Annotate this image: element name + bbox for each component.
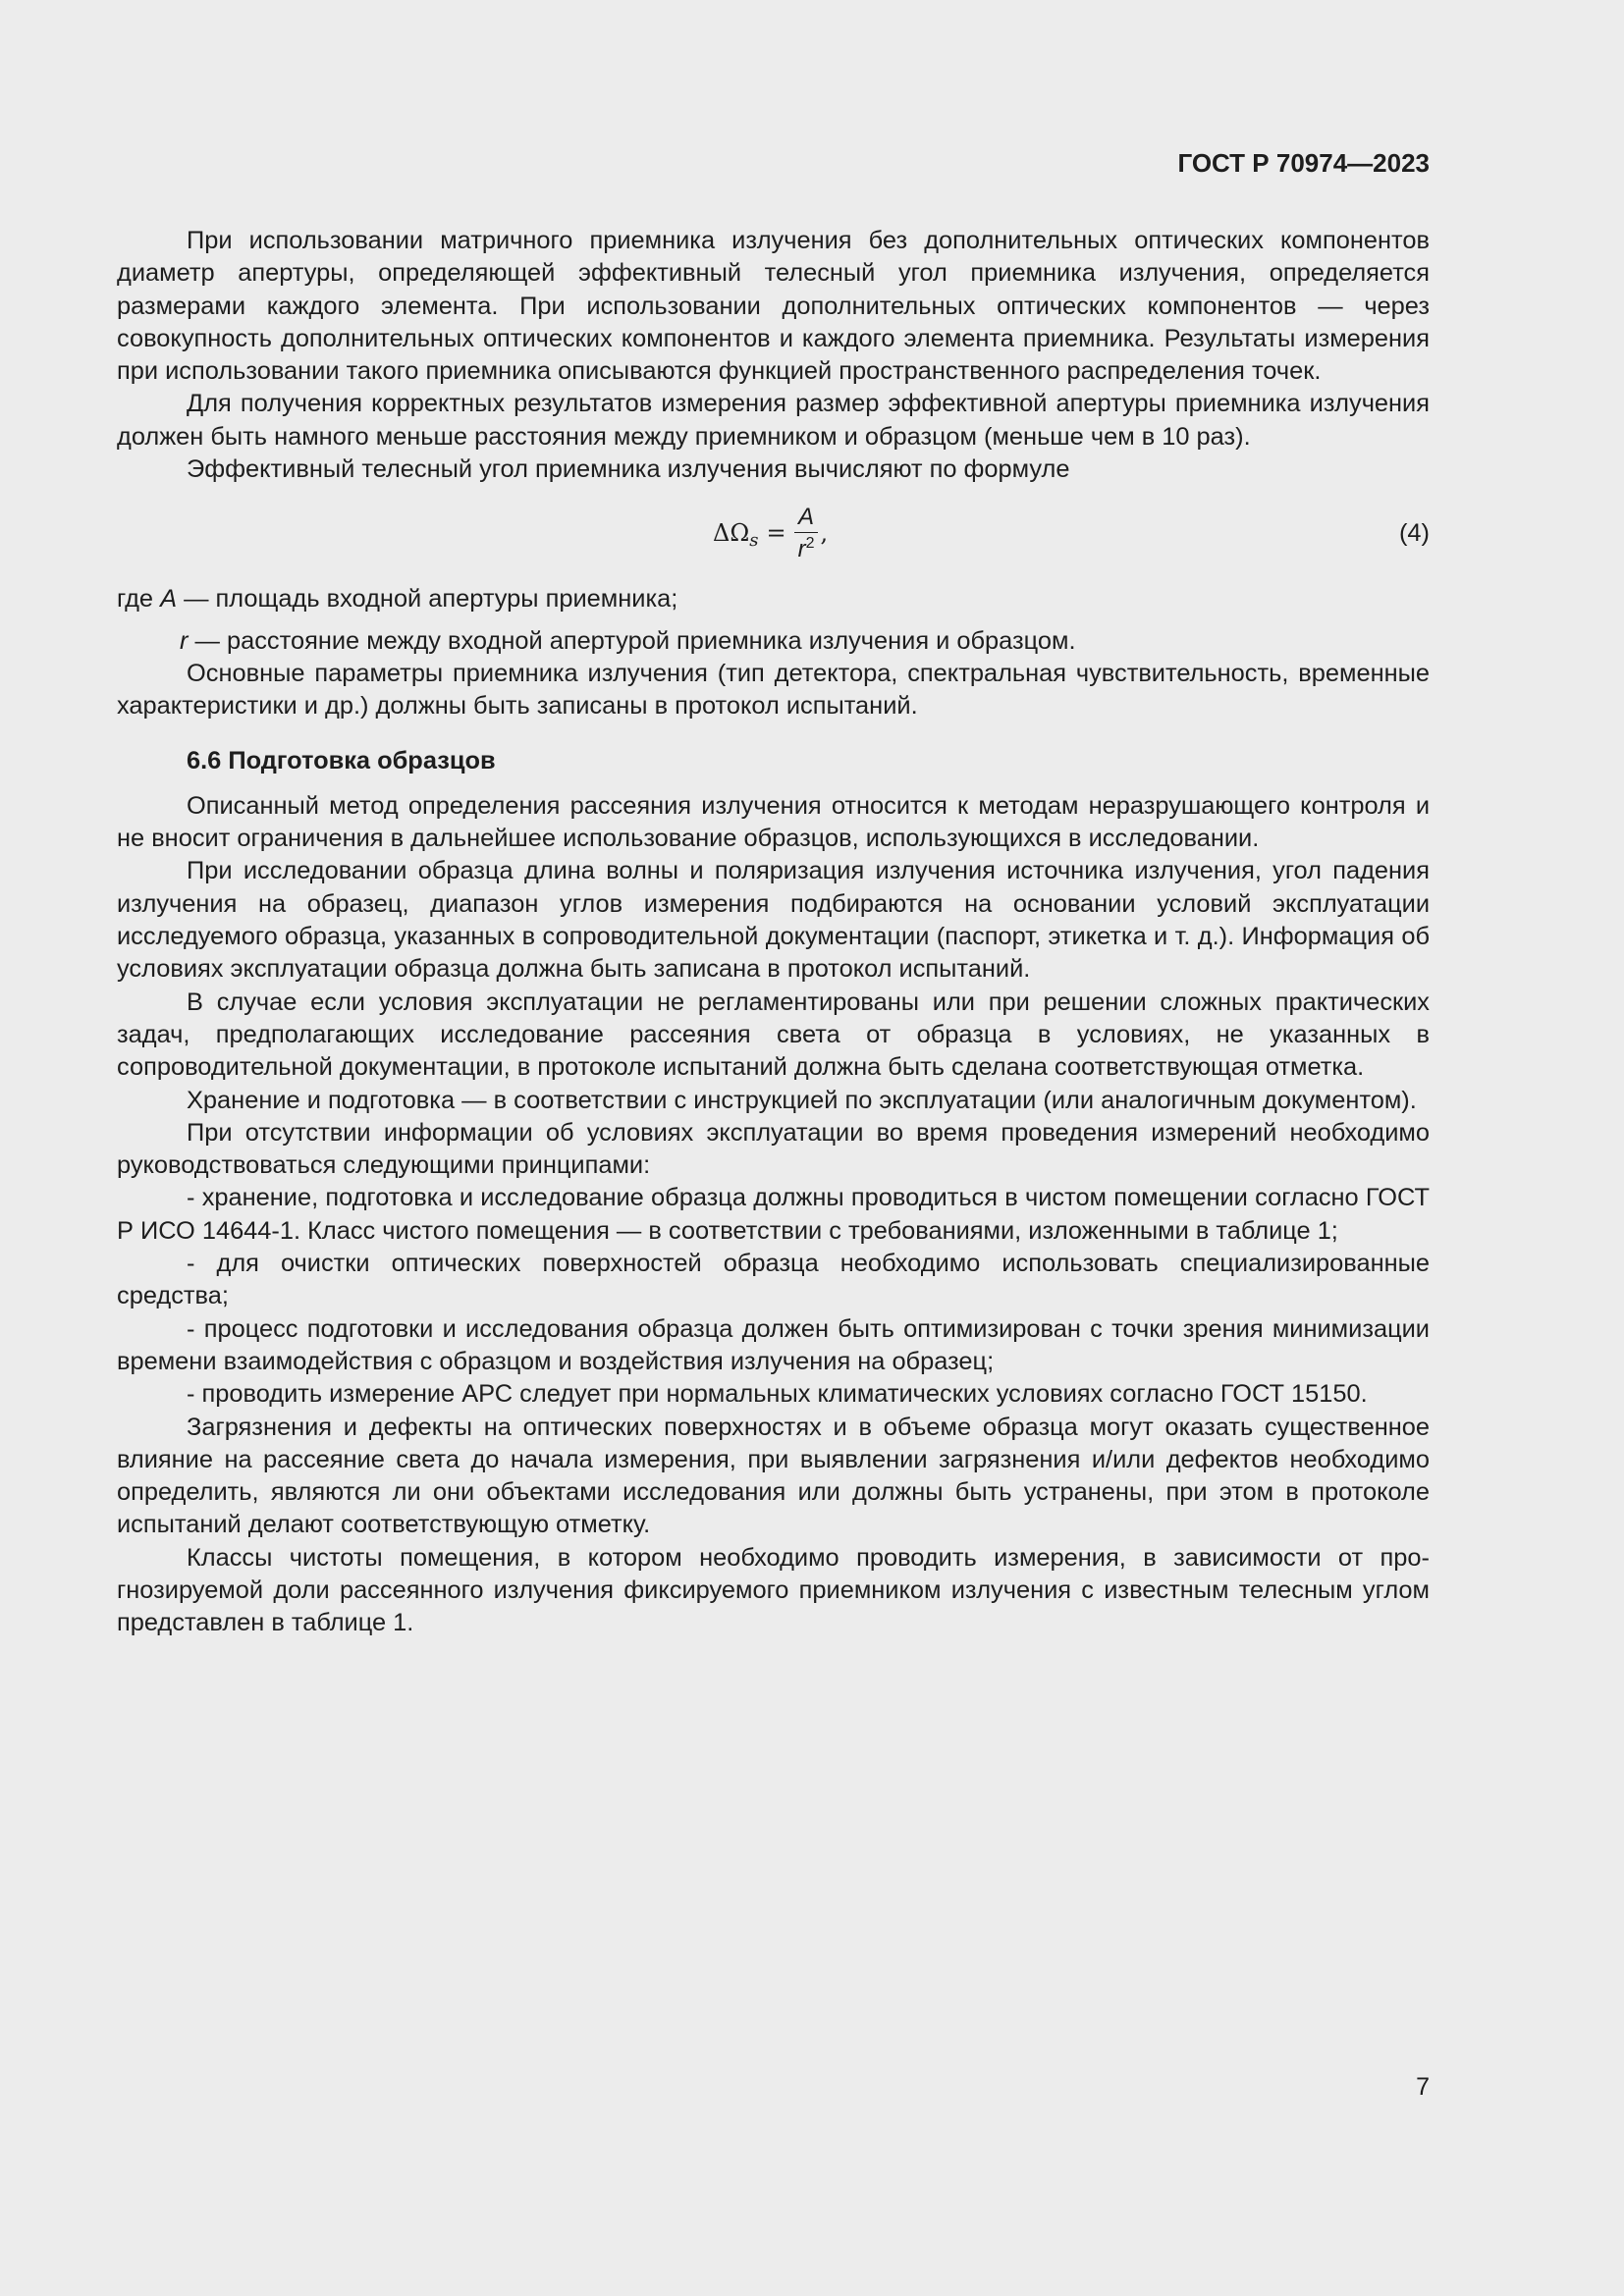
list-item-climate: - проводить измерение АРС следует при нормальных климатических условиях согласно ГОСТ 15150. (187, 1380, 1368, 1409)
where-desc-a: — площадь входной апертуры приемника; (177, 585, 678, 614)
paragraph-cleanliness-classes: Классы чистоты помещения, в котором необходимо проводить измерения, в зависимости от прогнозируемой доли рассеянного излучения фиксируемого приемником излучения с известным телесным углом представлен в таблице 1. (117, 1543, 1430, 1637)
formula-trailing-comma: , (820, 518, 829, 547)
formula-equals: = (766, 518, 786, 547)
list-item-optimization: - процесс подготовки и исследования образца должен быть оптимизирован с точки зрения минимизации времени взаимодействия с образцом и воздействия излучения на образец; (117, 1314, 1430, 1375)
list-item-clean-room: - хранение, подготовка и исследование образца должны проводиться в чистом помещении согласно ГОСТ Р ИСО 14644-1. Класс чистого помещения — в соответствии с требованиями, изложенными в таблице 1; (117, 1184, 1430, 1245)
paragraph-nondestructive: Описанный метод определения рассеяния излучения относится к методам неразрушающего контроля и не вносит ограничения в дальнейшее использование образцов, использующихся в исследовании. (117, 791, 1430, 853)
paragraph-receiver-parameters: Основные параметры приемника излучения (тип детектора, спектральная чувствительность, временные характеристики и др.) должны быть записаны в протокол испытаний. (117, 659, 1430, 721)
document-code-header: ГОСТ Р 70974—2023 (1177, 148, 1430, 178)
formula-lhs: ΔΩ (713, 518, 750, 547)
paragraph-formula-intro: Эффективный телесный угол приемника излучения вычисляют по формуле (187, 455, 1070, 484)
where-desc-r: — расстояние между входной апертурой приемника излучения и образцом. (188, 626, 1076, 655)
section-title-6-6: 6.6 Подготовка образцов (187, 746, 496, 774)
where-line-r (117, 625, 1430, 658)
formula-expression (713, 497, 828, 569)
paragraph-unregulated-conditions: В случае если условия эксплуатации не регламентированы или при решении сложных практических задач, предполагающих исследование рассеяния света от образца в условиях, не указанных в сопроводительной документации, в протоколе испытаний должна быть сделана соответствующая отметка. (117, 988, 1430, 1082)
formula-denominator-group (794, 533, 819, 561)
formula-denominator: r (797, 535, 806, 562)
where-line-a (117, 583, 1430, 615)
paragraph-matrix-receiver: При использовании матричного приемника излучения без дополнительных оптических компонентов диаметр апертуры, определяющей эффективный телесный угол приемника излучения, определяется размерами каждого элемента. При использовании дополнительных оптических компонентов — через совокупность дополнительных оптических компонентов и каждого элемента приемника. Результаты измерения при использовании такого приемника описываются функцией пространственного распределения точек. (117, 227, 1430, 386)
page-content (117, 225, 1430, 1640)
where-var-r: r (180, 626, 189, 655)
page-number: 7 (1416, 2073, 1430, 2101)
formula-number: (4) (1398, 518, 1430, 547)
formula-4 (117, 497, 1430, 569)
paragraph-sample-conditions: При исследовании образца длина волны и поляризация излучения источника излучения, угол падения излучения на образец, диапазон углов измерения подбираются на основании условий эксплуатации исследуемого образца, указанных в сопроводительной документации (паспорт, этикетка и т. д.). Информация об условиях эксплуатации образца должна быть записана в протокол испытаний. (117, 857, 1430, 984)
paragraph-storage: Хранение и подготовка — в соответствии с инструкцией по эксплуатации (или аналогичным документом). (187, 1086, 1417, 1114)
formula-fraction (794, 503, 819, 562)
where-var-a: A (160, 585, 178, 614)
paragraph-contamination: Загрязнения и дефекты на оптических поверхностях и в объеме образца могут оказать существенное влияние на рассеяние света до начала измерения, при выявлении загрязнения и/или дефектов необходимо определить, являются ли они объектами исследования или должны быть устранены, при этом в протоколе испытаний делают соответствующую отметку. (117, 1413, 1430, 1539)
formula-denominator-power: 2 (805, 534, 815, 552)
where-prefix: где (117, 585, 161, 614)
list-item-cleaning: - для очистки оптических поверхностей образца необходимо использовать специализированные средства; (117, 1250, 1430, 1310)
paragraph-aperture-size: Для получения корректных результатов измерения размер эффективной апертуры приемника излучения должен быть намного меньше расстояния между приемником и образцом (меньше чем в 10 раз). (117, 390, 1430, 451)
formula-numerator: A (794, 506, 818, 533)
formula-lhs-subscript: s (749, 529, 759, 551)
paragraph-principles-intro: При отсутствии информации об условиях эксплуатации во время проведения измерений необходимо руководствоваться следующими принципами: (117, 1118, 1430, 1180)
